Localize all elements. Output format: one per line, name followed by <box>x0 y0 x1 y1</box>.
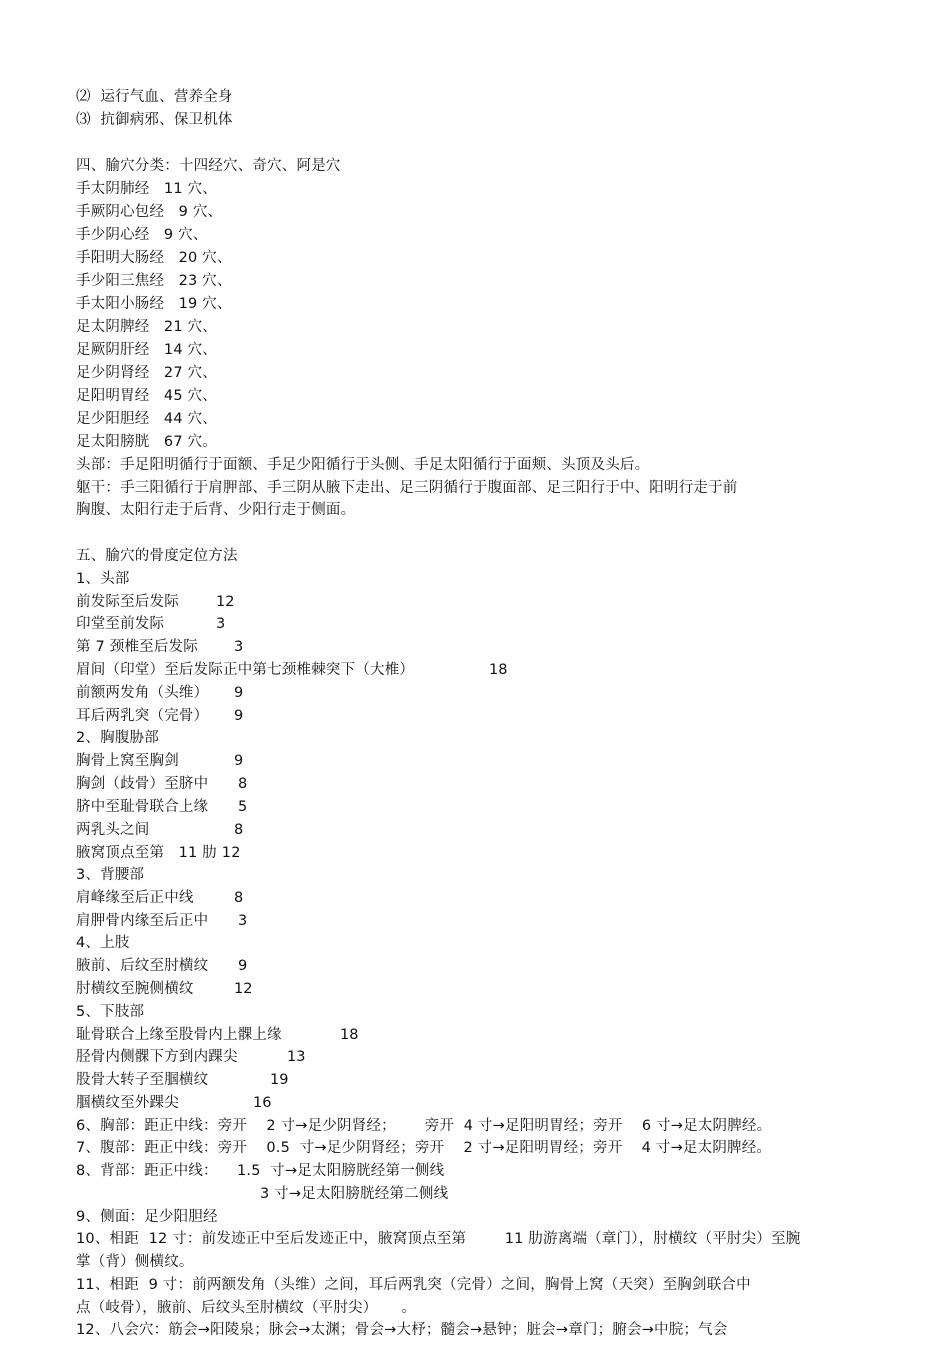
head-note: 头部：手足阳明循行于面额、手足少阳循行于头侧、手足太阳循行于面颊、头顶及头后。 <box>76 457 650 473</box>
meridian-line: 手太阳小肠经 19 穴、 <box>76 296 232 312</box>
measure-label: 肩胛骨内缘至后正中 <box>76 913 209 929</box>
measure-label: 脐中至耻骨联合上缘 <box>76 799 209 815</box>
measure-value: 9 <box>234 753 244 769</box>
measure-label: 胸剑（歧骨）至脐中 <box>76 776 209 792</box>
note-eight-influential-points: 12、八会穴：筋会→阳陵泉；脉会→太渊；骨会→大杼；髓会→悬钟；脏会→章门；腑会→中脘；气会 <box>76 1322 728 1338</box>
meridian-line: 足太阳膀胱 67 穴。 <box>76 434 217 450</box>
measure-value: 3 <box>234 639 244 655</box>
intro-line-2: ⑵ 运行气血、营养全身 <box>76 89 233 105</box>
measure-value: 8 <box>234 890 244 906</box>
note-chest: 6、胸部：距正中线：旁开 2 寸→足少阴肾经； 旁开 4 寸→足阳明胃经；旁开 6 寸→足太阴脾经。 <box>76 1118 772 1134</box>
meridian-line: 手太阴肺经 11 穴、 <box>76 181 217 197</box>
subsection-title: 3、背腰部 <box>76 867 145 883</box>
measure-label: 股骨大转子至腘横纹 <box>76 1072 209 1088</box>
note-9-cun: 11、相距 9 寸：前两额发角（头维）之间，耳后两乳突（完骨）之间，胸骨上窝（天突）至胸剑联合中 <box>76 1277 751 1293</box>
measure-value: 9 <box>238 958 248 974</box>
measure-value: 5 <box>238 799 248 815</box>
subsection-title: 2、胸腹胁部 <box>76 730 159 746</box>
measure-value: 19 <box>270 1072 289 1088</box>
subsection-title: 1、头部 <box>76 571 130 587</box>
measure-label: 两乳头之间 <box>76 822 150 838</box>
measure-value: 9 <box>234 685 244 701</box>
measure-value: 16 <box>253 1095 272 1111</box>
meridian-line: 足厥阴肝经 14 穴、 <box>76 342 217 358</box>
meridian-line: 足少阳胆经 44 穴、 <box>76 411 217 427</box>
measure-label: 肩峰缘至后正中线 <box>76 890 194 906</box>
measure-value: 18 <box>340 1027 359 1043</box>
measure-label: 腋窝顶点至第 11 肋 12 <box>76 845 241 861</box>
measure-label: 耻骨联合上缘至股骨内上髁上缘 <box>76 1027 282 1043</box>
trunk-note-cont: 胸腹、太阳行走于后背、少阳行走于侧面。 <box>76 502 356 518</box>
measure-label: 印堂至前发际 <box>76 616 165 632</box>
note-back: 8、背部：距正中线： 1.5 寸→足太阳膀胱经第一侧线 <box>76 1163 445 1179</box>
note-12-cun-cont: 掌（背）侧横纹。 <box>76 1254 194 1270</box>
measure-label: 前额两发角（头维） <box>76 685 209 701</box>
measure-label: 肘横纹至腕侧横纹 <box>76 981 194 997</box>
note-abdomen: 7、腹部：距正中线：旁开 0.5 寸→足少阴肾经；旁开 2 寸→足阳明胃经；旁开 4 寸→足太阴脾经。 <box>76 1140 772 1156</box>
meridian-line: 足少阴肾经 27 穴、 <box>76 365 217 381</box>
subsection-title: 4、上肢 <box>76 935 130 951</box>
measure-label: 胫骨内侧髁下方到内踝尖 <box>76 1049 238 1065</box>
measure-value: 3 <box>216 616 226 632</box>
note-12-cun: 10、相距 12 寸：前发迹正中至后发迹正中，腋窝顶点至第 11 肋游离端（章门），肘横纹（平肘尖）至腕 <box>76 1231 801 1247</box>
note-side: 9、侧面：足少阳胆经 <box>76 1209 218 1225</box>
meridian-line: 手少阴心经 9 穴、 <box>76 227 208 243</box>
measure-label: 腘横纹至外踝尖 <box>76 1095 179 1111</box>
measure-label: 腋前、后纹至肘横纹 <box>76 958 209 974</box>
meridian-line: 手少阳三焦经 23 穴、 <box>76 273 232 289</box>
meridian-line: 足阳明胃经 45 穴、 <box>76 388 217 404</box>
measure-value: 18 <box>489 662 508 678</box>
measure-value: 8 <box>234 822 244 838</box>
measure-value: 12 <box>216 594 235 610</box>
measure-label: 眉间（印堂）至后发际正中第七颈椎棘突下（大椎） <box>76 662 415 678</box>
meridian-line: 足太阴脾经 21 穴、 <box>76 319 217 335</box>
intro-line-3: ⑶ 抗御病邪、保卫机体 <box>76 112 233 128</box>
measure-value: 8 <box>238 776 248 792</box>
meridian-line: 手厥阴心包经 9 穴、 <box>76 204 223 220</box>
measure-label: 第 7 颈椎至后发际 <box>76 639 198 655</box>
measure-label: 胸骨上窝至胸剑 <box>76 753 179 769</box>
section4-heading: 四、腧穴分类：十四经穴、奇穴、阿是穴 <box>76 158 341 174</box>
section5-heading: 五、腧穴的骨度定位方法 <box>76 548 238 564</box>
subsection-title: 5、下肢部 <box>76 1004 145 1020</box>
measure-value: 3 <box>238 913 248 929</box>
measure-label: 前发际至后发际 <box>76 594 179 610</box>
note-back-second-line: 3 寸→足太阳膀胱经第二侧线 <box>260 1186 449 1202</box>
meridian-line: 手阳明大肠经 20 穴、 <box>76 250 232 266</box>
measure-label: 耳后两乳突（完骨） <box>76 708 209 724</box>
trunk-note: 躯干：手三阳循行于肩胛部、手三阴从腋下走出、足三阴循行于腹面部、足三阳行于中、阳明行走于前 <box>76 480 738 496</box>
note-9-cun-cont: 点（岐骨），腋前、后纹头至肘横纹（平肘尖） 。 <box>76 1300 417 1316</box>
measure-value: 13 <box>287 1049 306 1065</box>
measure-value: 12 <box>234 981 253 997</box>
measure-value: 9 <box>234 708 244 724</box>
